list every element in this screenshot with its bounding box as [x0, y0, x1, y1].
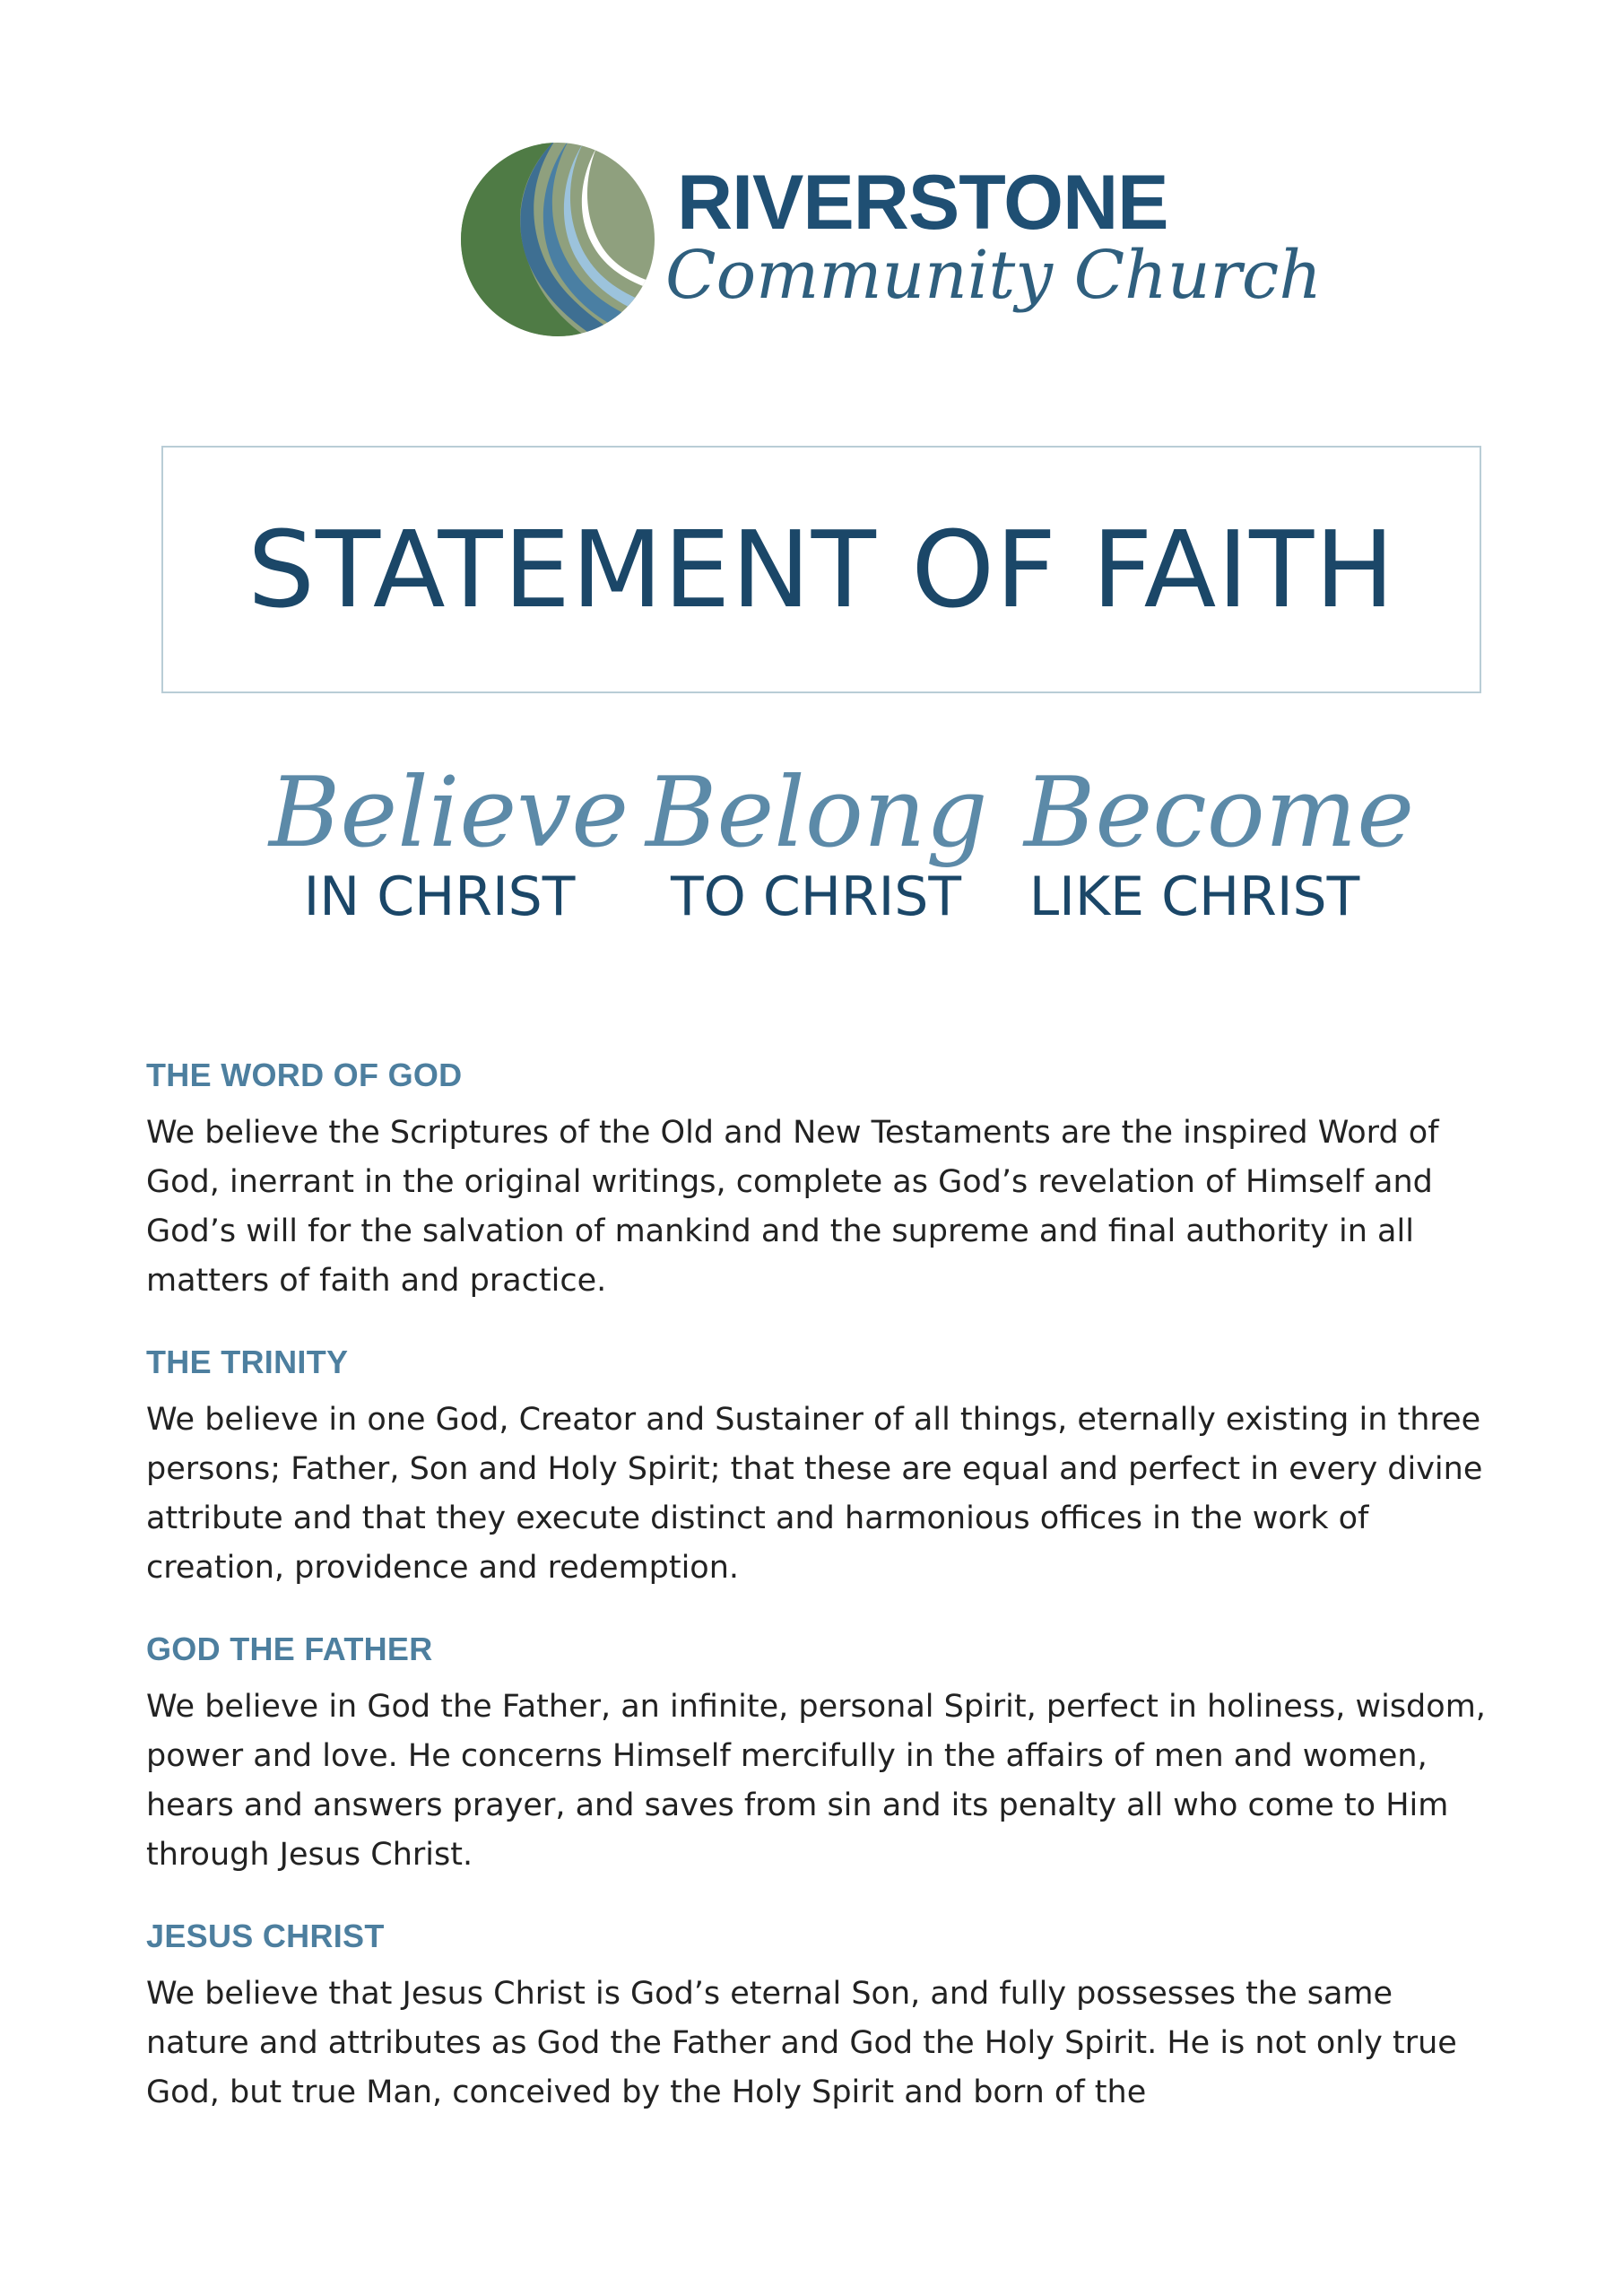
river-stone-emblem-icon: [457, 139, 659, 341]
title-frame: [161, 446, 1481, 693]
motto-script-text: Believe: [269, 757, 629, 869]
faith-sections: [146, 1057, 1500, 2155]
motto-believe: [269, 757, 629, 929]
section-word-of-god: [146, 1057, 1500, 1306]
section-heading: GOD THE FATHER: [146, 1631, 433, 1667]
motto-caps-text: TO CHRIST: [670, 865, 962, 929]
motto-script-text: Become: [1024, 757, 1415, 869]
motto-caps-text: IN CHRIST: [303, 865, 576, 929]
section-jesus-christ: [146, 1918, 1500, 2118]
logo-church-subtitle: Community Church: [665, 237, 1322, 314]
logo-church-name: RIVERSTONE: [677, 160, 1168, 246]
page-title: STATEMENT OF FAITH: [247, 508, 1395, 631]
motto-become: [1024, 757, 1415, 929]
motto-script-text: Belong: [646, 757, 988, 869]
section-trinity: [146, 1344, 1500, 1593]
motto-belong: [646, 757, 988, 929]
motto-caps-text: LIKE CHRIST: [1028, 865, 1360, 929]
section-heading: THE TRINITY: [146, 1344, 349, 1380]
section-body: We believe in one God, Creator and Sustainer of all things, eternally existing in three persons; Father, Son and Holy Spirit; that these are equal and perfect in every divine attribute and that they execute distinct and harmonious offices in the work of creation, providence and redemption.: [146, 1402, 1483, 1586]
section-heading: JESUS CHRIST: [146, 1918, 385, 1954]
motto-row: [269, 757, 1415, 951]
section-body: We believe that Jesus Christ is God’s eternal Son, and fully possesses the same nature and attributes as God the Father and God the Holy Spirit. He is not only true God, but true Man, conceived by the Holy Spirit and born of the: [146, 1976, 1457, 2110]
section-body: We believe in God the Father, an infinite, personal Spirit, perfect in holiness, wisdom, power and love. He concerns Himself mercifully in the affairs of men and women, hears and answers prayer, and saves from sin and its penalty all who come to Him through Jesus Christ.: [146, 1689, 1486, 1873]
section-heading: THE WORD OF GOD: [146, 1057, 463, 1093]
church-logo: [457, 139, 1322, 345]
section-body: We believe the Scriptures of the Old and New Testaments are the inspired Word of God, inerrant in the original writings, complete as God’s revelation of Himself and God’s will for the salvation of mankind and the supreme and final authority in all matters of faith and practice.: [146, 1115, 1439, 1299]
section-god-the-father: [146, 1631, 1500, 1880]
